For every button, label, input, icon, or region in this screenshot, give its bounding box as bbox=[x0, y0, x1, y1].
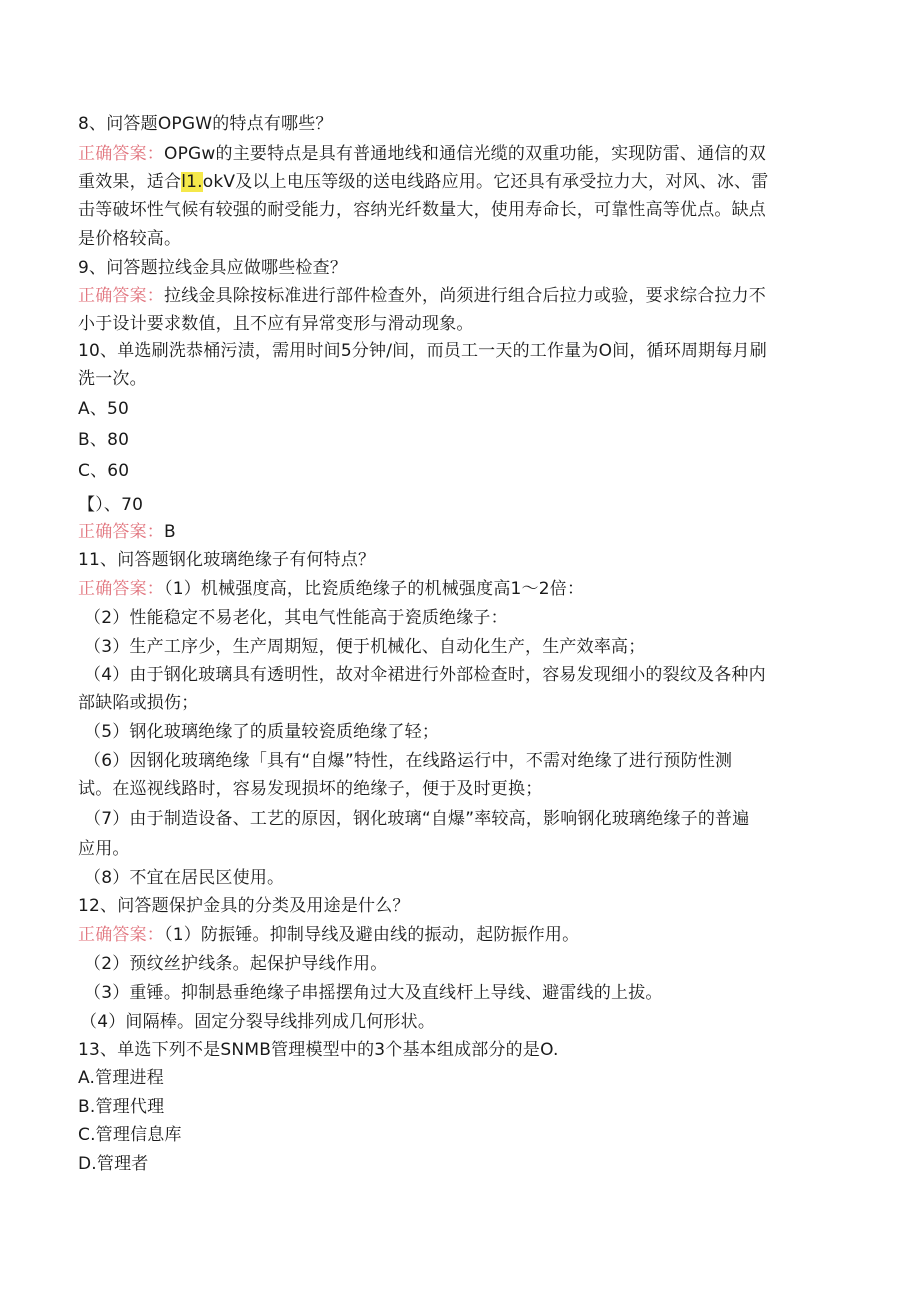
answer-12-line-1 bbox=[78, 925, 579, 945]
question-10-line-2: 洗一次。 bbox=[78, 369, 147, 389]
option-b: B.管理代理 bbox=[78, 1097, 165, 1117]
answer-11-line-6: （5）钢化玻璃绝缘了的质量较瓷质绝缘了轻； bbox=[84, 722, 440, 742]
answer-11-line-8: 试。在巡视线路时，容易发现损坏的绝缘子，便于及时更换； bbox=[78, 779, 543, 799]
question-8: 8、问答题OPGW的特点有哪些？ bbox=[78, 114, 333, 134]
answer-8-line-4: 是价格较高。 bbox=[78, 229, 182, 249]
question-9: 9、问答题拉线金具应做哪些检查？ bbox=[78, 258, 348, 278]
answer-11-line-9: （7）由于制造设备、工艺的原因，钢化玻璃“自爆”率较高，影响钢化玻璃绝缘子的普遍 bbox=[84, 809, 750, 829]
option-b: B、80 bbox=[78, 430, 130, 450]
answer-text: 拉线金具除按标准进行部件检查外，尚须进行组合后拉力或验，要求综合拉力不 bbox=[164, 286, 766, 306]
question-11: 11、问答题钢化玻璃绝缘子有何特点？ bbox=[78, 550, 376, 570]
answer-11-line-10: 应用。 bbox=[78, 839, 130, 859]
option-a: A.管理进程 bbox=[78, 1068, 164, 1088]
option-d: 【）、70 bbox=[78, 495, 144, 515]
answer-11-line-2: （2）性能稳定不易老化，其电气性能高于瓷质绝缘子： bbox=[84, 608, 508, 628]
answer-11-line-4: （4）由于钢化玻璃具有透明性，故对伞裙进行外部检查时，容易发现细小的裂纹及各种内 bbox=[84, 665, 766, 685]
answer-12-line-2: （2）预纹丝护线条。起保护导线作用。 bbox=[84, 954, 388, 974]
answer-11-line-11: （8）不宜在居民区使用。 bbox=[84, 868, 285, 888]
answer-label: 正确答案： bbox=[78, 579, 164, 599]
answer-8-line-3: 击等破坏性气候有较强的耐受能力，容纳光纤数量大，使用寿命长，可靠性高等优点。缺点 bbox=[78, 200, 766, 220]
question-10-line-1: 10、单选刷洗恭桶污渍，需用时间5分钟/间，而员工一天的工作量为O间，循环周期每月刷 bbox=[78, 341, 767, 361]
question-12: 12、问答题保护金具的分类及用途是什么？ bbox=[78, 896, 410, 916]
answer-label: 正确答案： bbox=[78, 286, 164, 306]
answer-text: okV及以上电压等级的送电线路应用。它还具有承受拉力大，对风、冰、雷 bbox=[202, 172, 769, 192]
option-d: D.管理者 bbox=[78, 1154, 149, 1174]
answer-9-line-1 bbox=[78, 286, 766, 306]
highlighted-text: l1. bbox=[181, 172, 203, 192]
answer-11-line-1 bbox=[78, 579, 584, 599]
answer-11-line-5: 部缺陷或损伤； bbox=[78, 693, 199, 713]
answer-10 bbox=[78, 522, 176, 542]
answer-12-line-3: （3）重锤。抑制悬垂绝缘子串摇摆角过大及直线杆上导线、避雷线的上拔。 bbox=[84, 983, 663, 1003]
answer-11-line-7: （6）因钢化玻璃绝缘「具有“自爆”特性，在线路运行中，不需对绝缘了进行预防性测 bbox=[84, 751, 733, 771]
answer-9-line-2: 小于设计要求数值，且不应有异常变形与滑动现象。 bbox=[78, 314, 474, 334]
answer-label: 正确答案： bbox=[78, 522, 164, 542]
answer-text: 重效果，适合 bbox=[78, 172, 182, 192]
answer-text: B bbox=[164, 522, 176, 542]
answer-8-line-1 bbox=[78, 144, 766, 164]
option-a: A、50 bbox=[78, 399, 130, 419]
answer-text: OPGw的主要特点是具有普通地线和通信光缆的双重功能，实现防雷、通信的双 bbox=[164, 144, 766, 164]
option-c: C.管理信息库 bbox=[78, 1125, 182, 1145]
option-c: C、60 bbox=[78, 461, 130, 481]
answer-label: 正确答案： bbox=[78, 925, 164, 945]
answer-12-line-4: （4）间隔棒。固定分裂导线排列成几何形状。 bbox=[80, 1012, 436, 1032]
answer-text: （1）机械强度高，比瓷质绝缘子的机械强度高1～2倍： bbox=[164, 579, 585, 599]
answer-text: （1）防振锤。抑制导线及避由线的振动，起防振作用。 bbox=[164, 925, 580, 945]
answer-11-line-3: （3）生产工序少，生产周期短，便于机械化、自动化生产，生产效率高； bbox=[84, 637, 646, 657]
answer-8-line-2 bbox=[78, 172, 768, 192]
question-13: 13、单选下列不是SNMB管理模型中的3个基本组成部分的是O. bbox=[78, 1040, 559, 1060]
answer-label: 正确答案： bbox=[78, 144, 164, 164]
